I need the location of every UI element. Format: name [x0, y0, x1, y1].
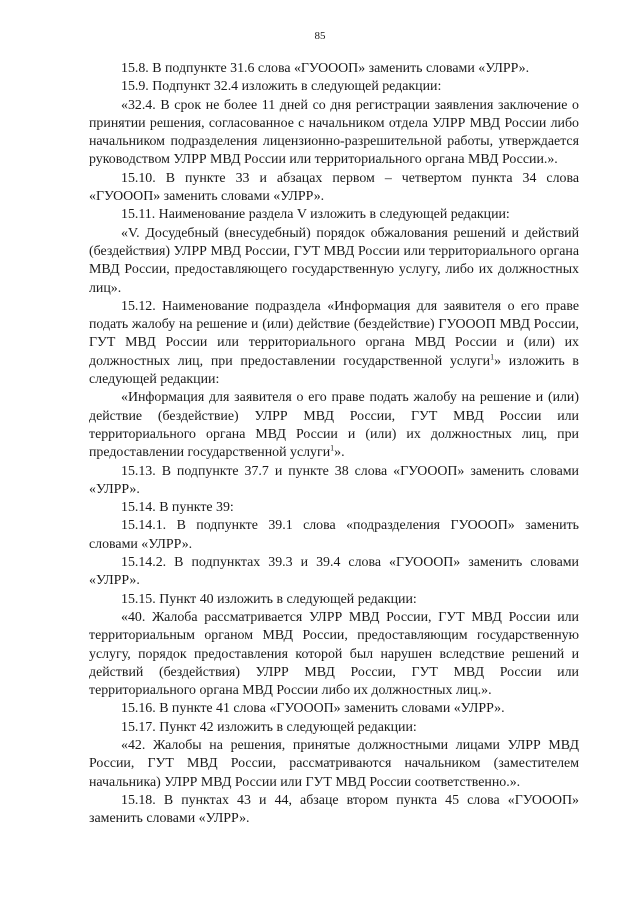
paragraph-15-15: 15.15. Пункт 40 изложить в следующей редакции: — [121, 591, 417, 607]
paragraph-15-8: 15.8. В подпункте 31.6 слова «ГУОООП» заменить словами «УЛРР». — [121, 61, 530, 76]
document-body — [89, 60, 579, 828]
paragraph-40-quote: «40. Жалоба рассматривается УЛРР МВД России, ГУТ МВД России или территориальным органом МВД России, предоставляющим государственную услугу, порядок предоставления которой был нарушен вследствие решений и действий (бездействия) УЛРР МВД России, ГУТ МВД России или территориального органа МВД России либо их должностных лиц.». — [89, 609, 579, 699]
paragraph-15-14-1: 15.14.1. В подпункте 39.1 слова «подразделения ГУОООП» заменить словами «УЛРР». — [89, 518, 579, 552]
paragraph-42-quote: «42. Жалобы на решения, принятые должностными лицами УЛРР МВД России, ГУТ МВД России, рассматриваются начальником (заместителем начальника) УЛРР МВД России или ГУТ МВД России соответственно.». — [89, 737, 579, 790]
paragraph-section-v-quote: «V. Досудебный (внесудебный) порядок обжалования решений и действий (бездействия) УЛРР МВД России, ГУТ МВД России или территориального органа МВД России, предоставляющего государственную услугу, либо их должностных лиц». — [89, 225, 579, 296]
paragraph-15-16: 15.16. В пункте 41 слова «ГУОООП» заменить словами «УЛРР». — [121, 701, 505, 717]
paragraph-15-10: 15.10. В пункте 33 и абзацах первом – четвертом пункта 34 слова «ГУОООП» заменить словами «УЛРР». — [89, 170, 579, 205]
paragraph-info-quote: «Информация для заявителя о его праве подать жалобу на решение и (или) действие (бездействие) УЛРР МВД России, ГУТ МВД России или территориального органа МВД России и (или) их должностных лиц, при предоставлении государственной услуги$^1$». — [89, 390, 579, 461]
paragraph-15-13: 15.13. В подпункте 37.7 и пункте 38 слова «ГУОООП» заменить словами «УЛРР». — [89, 463, 579, 497]
paragraph-15-18: 15.18. В пунктах 43 и 44, абзаце втором пункта 45 слова «ГУОООП» заменить словами «УЛРР». — [89, 792, 579, 827]
page-number: 85 — [314, 30, 326, 42]
paragraph-15-14: 15.14. В пункте 39: — [121, 500, 234, 516]
paragraph-15-14-2: 15.14.2. В подпунктах 39.3 и 39.4 слова «ГУОООП» заменить словами «УЛРР». — [89, 555, 579, 589]
paragraph-15-17: 15.17. Пункт 42 изложить в следующей редакции: — [121, 719, 417, 735]
paragraph-15-12: 15.12. Наименование подраздела «Информация для заявителя о его праве подать жалобу на решение и (или) действие (бездействие) ГУОООП МВД России, ГУТ МВД России или территориального органа МВД России и (или) их должностных лиц, при предоставлении государственной услуги$^1$» изложить в следующей редакции: — [89, 298, 579, 388]
paragraph-15-9: 15.9. Подпункт 32.4 изложить в следующей редакции: — [121, 79, 442, 95]
paragraph-15-11: 15.11. Наименование раздела V изложить в следующей редакции: — [121, 207, 510, 223]
paragraph-32-4-quote: «32.4. В срок не более 11 дней со дня регистрации заявления заключение о принятии решения, согласованное с начальником отдела УЛРР МВД России либо начальником подразделения лицензионно-разрешительной работы, утверждается руководством УЛРР МВД России или территориального органа МВД России.». — [89, 97, 579, 168]
footnote-mark: 1 — [490, 352, 495, 362]
footnote-mark: 1 — [330, 443, 335, 453]
